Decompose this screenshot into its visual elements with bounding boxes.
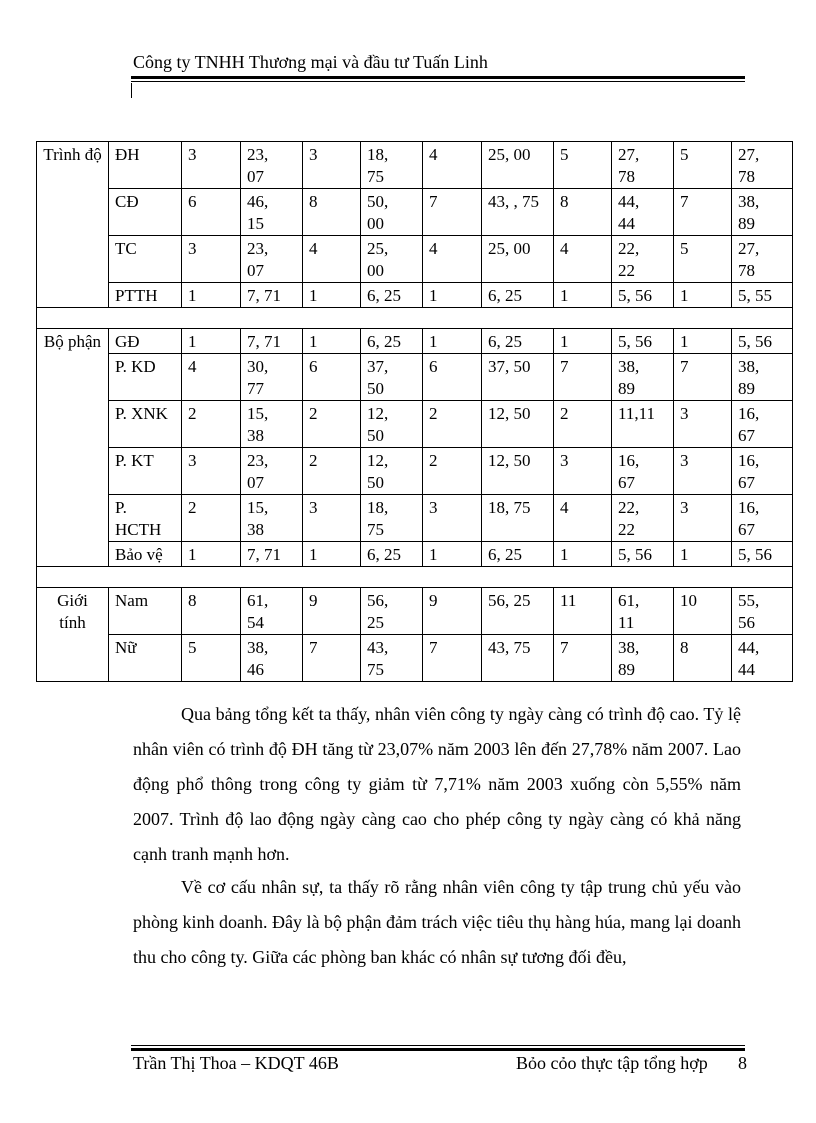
percent-cell: 44, 44 (612, 189, 674, 236)
count-cell: 1 (423, 329, 482, 354)
percent-cell: 12, 50 (361, 401, 423, 448)
table-row (37, 448, 793, 495)
percent-cell: 6, 25 (482, 542, 554, 567)
table-row (37, 354, 793, 401)
count-cell: 5 (554, 142, 612, 189)
row-label: Bảo vệ (109, 542, 182, 567)
percent-cell: 56, 25 (361, 588, 423, 635)
count-cell: 3 (303, 142, 361, 189)
count-cell: 1 (554, 283, 612, 308)
count-cell: 7 (303, 635, 361, 682)
percent-cell: 43, , 75 (482, 189, 554, 236)
paragraph-summary-text: Qua bảng tổng kết ta thấy, nhân viên công ty ngày càng có trình độ cao. Tỷ lệ nhân viên có trình độ ĐH tăng từ 23,07% năm 2003 lên đến 27,78% năm 2007. Lao động phổ thông trong công ty giảm từ 7,71% năm 2003 xuống còn 5,55% năm 2007. Trình độ lao động ngày càng cao cho phép công ty ngày càng có khả năng cạnh tranh mạnh hơn. (133, 704, 741, 864)
percent-cell: 27, 78 (612, 142, 674, 189)
count-cell: 2 (423, 448, 482, 495)
count-cell: 8 (182, 588, 241, 635)
table-separator-row (37, 567, 793, 588)
count-cell: 1 (182, 542, 241, 567)
page-number: 8 (738, 1053, 747, 1073)
group-label: Giới tính (37, 588, 109, 682)
group-label: Trình độ (37, 142, 109, 308)
percent-cell: 61, 11 (612, 588, 674, 635)
percent-cell: 11,11 (612, 401, 674, 448)
percent-cell: 38, 89 (732, 189, 793, 236)
percent-cell: 56, 25 (482, 588, 554, 635)
count-cell: 7 (554, 354, 612, 401)
count-cell: 2 (554, 401, 612, 448)
percent-cell: 7, 71 (241, 542, 303, 567)
percent-cell: 7, 71 (241, 283, 303, 308)
count-cell: 3 (674, 448, 732, 495)
count-cell: 3 (674, 495, 732, 542)
percent-cell: 16, 67 (612, 448, 674, 495)
count-cell: 1 (554, 542, 612, 567)
percent-cell: 38, 89 (732, 354, 793, 401)
percent-cell: 5, 56 (732, 329, 793, 354)
count-cell: 1 (674, 283, 732, 308)
table-row (37, 542, 793, 567)
percent-cell: 27, 78 (732, 236, 793, 283)
count-cell: 3 (182, 142, 241, 189)
count-cell: 2 (303, 401, 361, 448)
count-cell: 1 (182, 329, 241, 354)
percent-cell: 12, 50 (482, 448, 554, 495)
percent-cell: 7, 71 (241, 329, 303, 354)
percent-cell: 12, 50 (361, 448, 423, 495)
table-row (37, 401, 793, 448)
count-cell: 4 (303, 236, 361, 283)
separator-cell (37, 567, 793, 588)
count-cell: 9 (303, 588, 361, 635)
row-label: Nữ (109, 635, 182, 682)
percent-cell: 38, 89 (612, 635, 674, 682)
count-cell: 3 (303, 495, 361, 542)
percent-cell: 22, 22 (612, 236, 674, 283)
count-cell: 1 (674, 542, 732, 567)
count-cell: 8 (554, 189, 612, 236)
count-cell: 7 (423, 189, 482, 236)
row-label: PTTH (109, 283, 182, 308)
percent-cell: 18, 75 (482, 495, 554, 542)
percent-cell: 30, 77 (241, 354, 303, 401)
footer-author: Trần Thị Thoa – KDQT 46B (133, 1053, 339, 1073)
percent-cell: 5, 56 (732, 542, 793, 567)
percent-cell: 38, 89 (612, 354, 674, 401)
count-cell: 4 (554, 495, 612, 542)
count-cell: 2 (182, 495, 241, 542)
footer-rule-thin (131, 1045, 745, 1046)
count-cell: 3 (674, 401, 732, 448)
percent-cell: 6, 25 (482, 283, 554, 308)
table-row (37, 142, 793, 189)
percent-cell: 50, 00 (361, 189, 423, 236)
percent-cell: 46, 15 (241, 189, 303, 236)
percent-cell: 5, 56 (612, 329, 674, 354)
count-cell: 1 (674, 329, 732, 354)
header-rule-thin (131, 81, 745, 82)
percent-cell: 23, 07 (241, 142, 303, 189)
footer-rule-thick (131, 1048, 745, 1051)
percent-cell: 61, 54 (241, 588, 303, 635)
footer-report-title: Bỏo cỏo thực tập tổng hợp (516, 1053, 708, 1073)
row-label: TC (109, 236, 182, 283)
group-label: Bộ phận (37, 329, 109, 567)
header-rule-thick (131, 76, 745, 79)
count-cell: 6 (423, 354, 482, 401)
percent-cell: 55, 56 (732, 588, 793, 635)
count-cell: 3 (182, 236, 241, 283)
count-cell: 8 (674, 635, 732, 682)
percent-cell: 18, 75 (361, 495, 423, 542)
table-row (37, 635, 793, 682)
count-cell: 8 (303, 189, 361, 236)
percent-cell: 23, 07 (241, 236, 303, 283)
text-cursor (131, 83, 132, 98)
percent-cell: 37, 50 (482, 354, 554, 401)
percent-cell: 25, 00 (482, 142, 554, 189)
percent-cell: 44, 44 (732, 635, 793, 682)
count-cell: 4 (554, 236, 612, 283)
percent-cell: 16, 67 (732, 495, 793, 542)
paragraph-structure-text: Về cơ cấu nhân sự, ta thấy rõ rằng nhân viên công ty tập trung chủ yếu vào phòng kinh doanh. Đây là bộ phận đảm trách việc tiêu thụ hàng húa, mang lại doanh thu cho công ty. Giữa các phòng ban khác có nhân sự tương đối đều, (133, 877, 741, 967)
personnel-table (36, 141, 793, 682)
count-cell: 1 (423, 283, 482, 308)
count-cell: 10 (674, 588, 732, 635)
count-cell: 7 (674, 354, 732, 401)
row-label: GĐ (109, 329, 182, 354)
row-label: Nam (109, 588, 182, 635)
percent-cell: 15, 38 (241, 495, 303, 542)
row-label: CĐ (109, 189, 182, 236)
row-label: P. HCTH (109, 495, 182, 542)
table-row (37, 236, 793, 283)
count-cell: 5 (674, 236, 732, 283)
percent-cell: 6, 25 (361, 329, 423, 354)
count-cell: 3 (423, 495, 482, 542)
percent-cell: 23, 07 (241, 448, 303, 495)
percent-cell: 25, 00 (482, 236, 554, 283)
percent-cell: 22, 22 (612, 495, 674, 542)
count-cell: 1 (303, 329, 361, 354)
row-label: P. KD (109, 354, 182, 401)
table-row (37, 329, 793, 354)
percent-cell: 12, 50 (482, 401, 554, 448)
table-row (37, 495, 793, 542)
percent-cell: 25, 00 (361, 236, 423, 283)
count-cell: 9 (423, 588, 482, 635)
count-cell: 7 (423, 635, 482, 682)
percent-cell: 5, 56 (612, 542, 674, 567)
count-cell: 2 (182, 401, 241, 448)
count-cell: 3 (554, 448, 612, 495)
percent-cell: 6, 25 (361, 283, 423, 308)
percent-cell: 38, 46 (241, 635, 303, 682)
table-body (37, 142, 793, 682)
percent-cell: 43, 75 (482, 635, 554, 682)
running-header: Công ty TNHH Thương mại và đầu tư Tuấn Linh (133, 52, 488, 72)
count-cell: 1 (554, 329, 612, 354)
count-cell: 5 (182, 635, 241, 682)
count-cell: 11 (554, 588, 612, 635)
percent-cell: 6, 25 (361, 542, 423, 567)
percent-cell: 5, 56 (612, 283, 674, 308)
paragraph-structure (133, 870, 741, 975)
percent-cell: 27, 78 (732, 142, 793, 189)
percent-cell: 16, 67 (732, 401, 793, 448)
table-row (37, 283, 793, 308)
count-cell: 1 (303, 283, 361, 308)
table-separator-row (37, 308, 793, 329)
count-cell: 1 (423, 542, 482, 567)
count-cell: 2 (303, 448, 361, 495)
count-cell: 7 (554, 635, 612, 682)
count-cell: 3 (182, 448, 241, 495)
table-row (37, 189, 793, 236)
percent-cell: 5, 55 (732, 283, 793, 308)
percent-cell: 15, 38 (241, 401, 303, 448)
count-cell: 4 (423, 236, 482, 283)
count-cell: 1 (182, 283, 241, 308)
percent-cell: 37, 50 (361, 354, 423, 401)
count-cell: 4 (423, 142, 482, 189)
percent-cell: 16, 67 (732, 448, 793, 495)
count-cell: 4 (182, 354, 241, 401)
count-cell: 1 (303, 542, 361, 567)
percent-cell: 6, 25 (482, 329, 554, 354)
count-cell: 2 (423, 401, 482, 448)
table-row (37, 588, 793, 635)
separator-cell (37, 308, 793, 329)
count-cell: 6 (303, 354, 361, 401)
row-label: P. XNK (109, 401, 182, 448)
row-label: P. KT (109, 448, 182, 495)
count-cell: 6 (182, 189, 241, 236)
percent-cell: 43, 75 (361, 635, 423, 682)
percent-cell: 18, 75 (361, 142, 423, 189)
paragraph-summary (133, 697, 741, 872)
count-cell: 5 (674, 142, 732, 189)
count-cell: 7 (674, 189, 732, 236)
row-label: ĐH (109, 142, 182, 189)
